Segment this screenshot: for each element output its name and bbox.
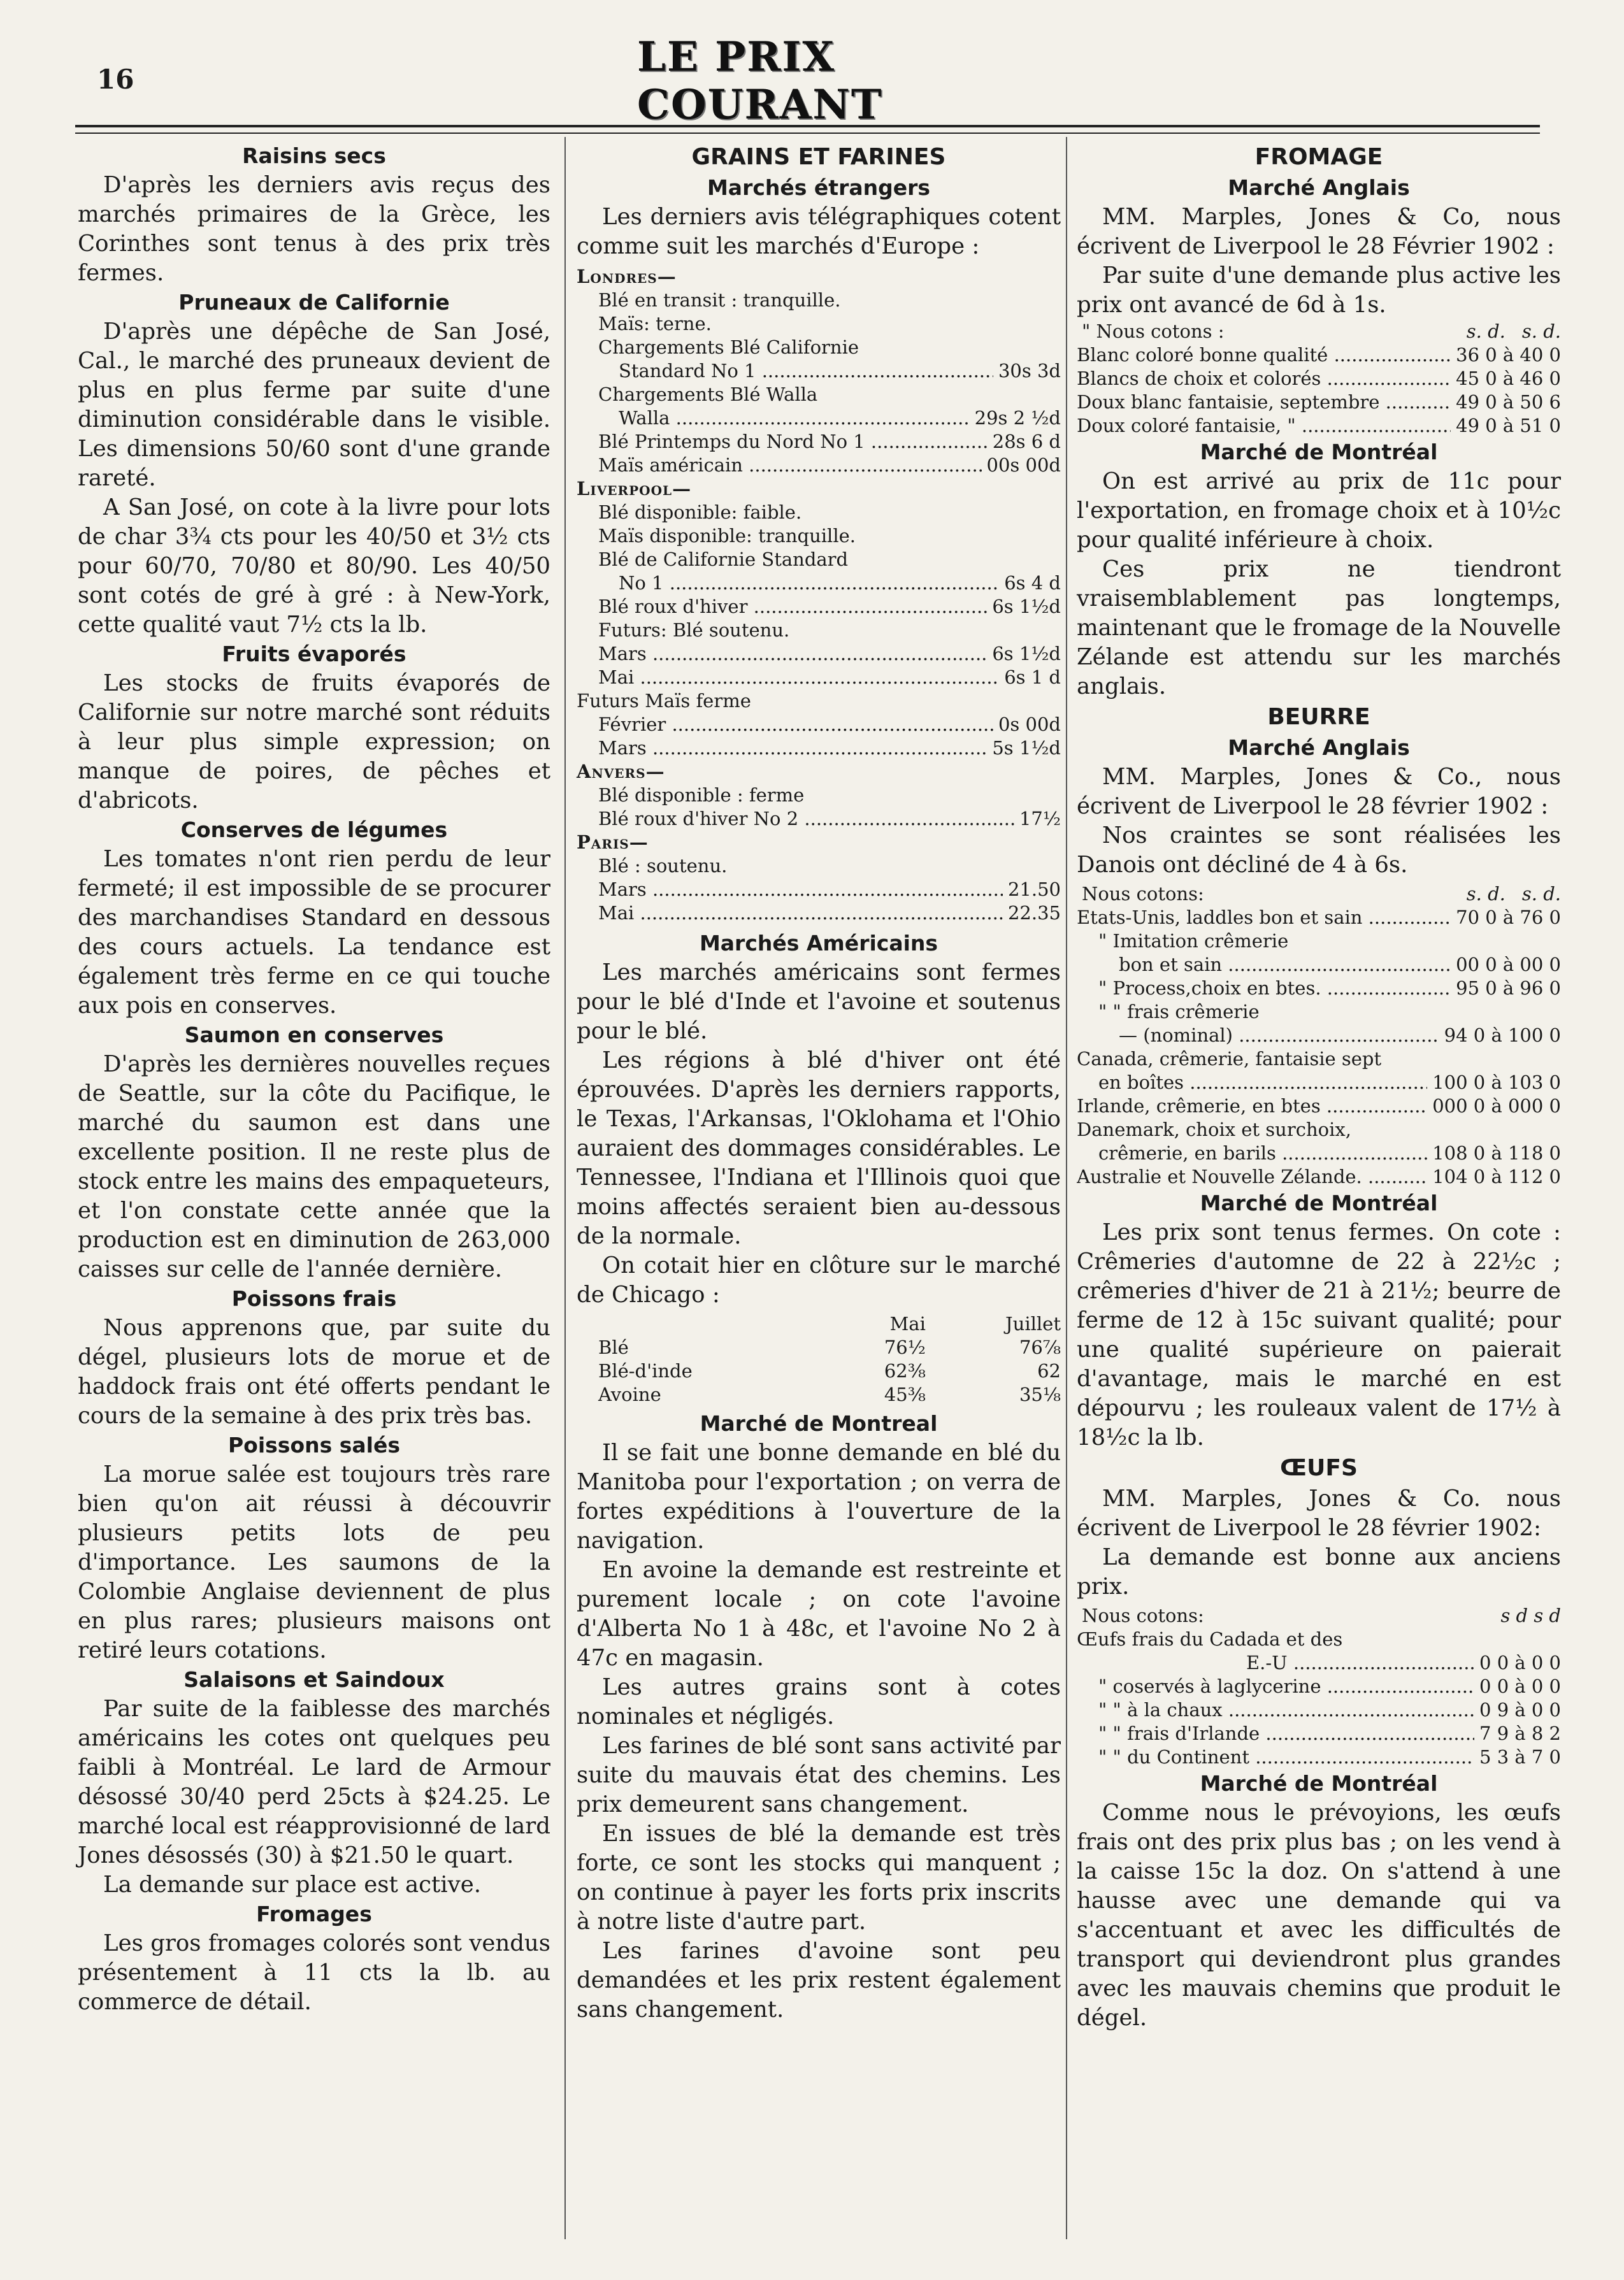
paragraph: Les gros fromages colorés sont vendus présentement à 11 cts la lb. au commerce de détail. <box>78 1930 550 2015</box>
table-row <box>577 1359 1061 1383</box>
paragraph: Comme nous le prévoyions, les œufs frais ont des prix plus bas ; on les vend à la caisse 15c la doz. On s'attend à une hausse avec une demande qui va s'accentuant et avec les difficultés de transport qui deviendront plus grandes avec les mauvais chemins que produit le dégel. <box>1077 1800 1561 2031</box>
row-value: 36 0 à 40 0 <box>1456 344 1561 366</box>
row-label: en boîtes ..... <box>1098 1071 1427 1094</box>
table-row <box>1077 1675 1561 1698</box>
quote-row <box>577 571 1061 595</box>
row-value: 49 0 à 51 0 <box>1456 415 1561 436</box>
row-label: crêmerie, en barils ..... <box>1098 1142 1427 1165</box>
table-row: Danemark, choix et surchoix, <box>1077 1119 1351 1140</box>
paragraph: Les derniers avis télégraphiques cotent comme suit les marchés d'Europe : <box>577 204 1061 259</box>
masthead-text: LE PRIX COURANT <box>637 33 883 129</box>
paragraph: MM. Marples, Jones & Co, nous écrivent de Liverpool le 28 Février 1902 : <box>1077 204 1561 259</box>
paragraph: Les prix sont tenus fermes. On cote : Crêmeries d'automne de 22 à 22½c ; crêmeries d'hiver de 21 à 21½; beurre de ferme de 12 à 15c suivant qualité; pour une qualité supérieure on paierait d'avantage, mais le marché en est dépourvu ; les rouleaux valent de 17½ à 18½c la lb. <box>1077 1219 1561 1451</box>
heading-poissons-frais: Poissons frais <box>231 1286 397 1311</box>
row-label: Doux coloré fantaisie, " ..... <box>1077 414 1451 438</box>
oeufs-prices <box>1077 1604 1561 1769</box>
row-value: 0 0 à 0 0 <box>1479 1675 1561 1697</box>
quote-row <box>577 901 1061 925</box>
quote-row <box>577 736 1061 760</box>
quote-line: Blé disponible: faible. <box>598 501 802 523</box>
quote-value: 5s 1½d <box>992 737 1061 759</box>
header-cols <box>1450 320 1561 343</box>
row-value: 000 0 à 000 0 <box>1432 1095 1561 1117</box>
paragraph: Ces prix ne tiendront vraisemblablement pas longtemps, maintenant que le fromage de la Nouvelle Zélande est attendu sur les marchés anglais. <box>1077 556 1561 699</box>
paragraph: La demande est bonne aux anciens prix. <box>1077 1544 1561 1600</box>
heading-anglais: Marché Anglais <box>1228 735 1410 760</box>
quote-label: Walla ..... <box>619 406 970 430</box>
row-value: 104 0 à 112 0 <box>1432 1166 1561 1187</box>
market-anvers <box>577 760 1061 831</box>
chicago-table <box>577 1312 1061 1407</box>
paragraph: Par suite de la faiblesse des marchés américains les cotes ont quelques peu faibli à Montréal. Le lard de Armour désossé 30/40 perd 25cts à $24.25. Le marché local est réapprovisionné de lard Jones désossés (30) à $21.50 le quart. <box>78 1696 550 1868</box>
paragraph: MM. Marples, Jones & Co. nous écrivent de Liverpool le 28 février 1902: <box>1077 1486 1561 1541</box>
row-value: 108 0 à 118 0 <box>1432 1142 1561 1164</box>
paragraph: En avoine la demande est restreinte et purement locale ; on cote l'avoine d'Alberta No 1 à 48c, et l'avoine No 2 à 47c en magasin. <box>577 1557 1061 1671</box>
cell-mai: 62⅜ <box>884 1360 926 1382</box>
column-divider <box>1066 137 1067 2239</box>
column-header: Juillet <box>1005 1313 1061 1335</box>
paragraph: Les tomates n'ont rien perdu de leur fermeté; il est impossible de se procurer des marchandises Standard en dessous des cours actuels. La tendance est également très ferme en ce qui touche aux pois en conserves. <box>78 846 550 1019</box>
table-row: Canada, crêmerie, fantaisie sept <box>1077 1048 1382 1070</box>
table-row <box>1077 1165 1561 1189</box>
row-label: Avoine <box>598 1384 661 1405</box>
heading-grains: GRAINS ET FARINES <box>691 144 946 170</box>
paragraph: Nous apprenons que, par suite du dégel, plusieurs lots de morue et de haddock frais ont été offerts pendant le cours de la semaine à des prix très bas. <box>78 1315 550 1429</box>
row-value: 49 0 à 50 6 <box>1456 391 1561 413</box>
cell-juillet: 76⅞ <box>1019 1337 1061 1358</box>
market-paris <box>577 831 1061 925</box>
column-2 <box>577 141 1061 2025</box>
header-label: " Nous cotons : <box>1082 320 1225 342</box>
paragraph: D'après les derniers avis reçus des marchés primaires de la Grèce, les Corinthes sont tenus à des prix très fermes. <box>78 172 550 286</box>
quote-label: Blé roux d'hiver No 2 ..... <box>598 807 1014 831</box>
row-label: Doux blanc fantaisie, septembre ..... <box>1077 391 1451 414</box>
paragraph: D'après les dernières nouvelles reçues de Seattle, sur la côte du Pacifique, le marché du saumon est dans une excellente position. Il ne reste plus de stock entre les mains des empaqueteurs, et l'on constate cette année que la production est en diminution de 263,000 caisses sur celle de l'année dernière. <box>78 1051 550 1282</box>
heading-beurre: BEURRE <box>1267 704 1370 730</box>
quote-label: Standard No 1 ..... <box>619 359 993 383</box>
row-value: 0 0 à 0 0 <box>1479 1652 1561 1674</box>
quote-value: 22.35 <box>1007 902 1061 924</box>
quote-value: 28s 6 d <box>992 431 1061 452</box>
table-row: " " frais crêmerie <box>1098 1001 1260 1022</box>
cell-juillet: 62 <box>1037 1360 1061 1382</box>
heading-fromage: FROMAGE <box>1254 144 1383 170</box>
heading-conserves: Conserves de légumes <box>180 817 448 842</box>
market-label: Liverpool— <box>577 478 692 499</box>
heading-fruits: Fruits évaporés <box>222 642 406 666</box>
table-row <box>1077 1722 1561 1746</box>
row-label: Blancs de choix et colorés ..... <box>1077 367 1451 391</box>
quote-line: Chargements Blé Californie <box>598 336 859 358</box>
paragraph: Les régions à blé d'hiver ont été éprouvées. D'après les derniers rapports, le Texas, l'Arkansas, l'Oklohama et l'Ohio auraient des dommages considérables. Le Tennessee, l'Indiana et l'Illinois quoi que moins affectés seraient bien au-dessous de la normale. <box>577 1047 1061 1249</box>
header-label: Nous cotons: <box>1082 1605 1204 1626</box>
row-value: 5 3 à 7 0 <box>1479 1746 1561 1768</box>
heading-montreal: Marché de Montreal <box>700 1411 938 1436</box>
header-col: s. d. <box>1521 883 1561 905</box>
top-rule <box>75 125 1540 134</box>
table-row <box>1077 414 1561 438</box>
table-row <box>1077 1071 1561 1094</box>
paragraph: A San José, on cote à la livre pour lots de char 3¾ cts pour les 40/50 et 3½ cts pour 60/70, 70/80 et 80/90. Les 40/50 sont cotés de gré à gré : à New-York, cette qualité vaut 7½ cts la lb. <box>78 494 550 638</box>
quote-row <box>577 595 1061 619</box>
quote-row <box>577 454 1061 477</box>
heading-montreal: Marché de Montréal <box>1200 1191 1438 1215</box>
row-value: 100 0 à 103 0 <box>1432 1072 1561 1093</box>
quote-label: Maïs américain ..... <box>598 454 982 477</box>
paragraph: D'après une dépêche de San José, Cal., le marché des pruneaux devient de plus en plus ferme par suite d'une diminution considérable dans le visible. Les dimensions 50/60 sont d'une grande rareté. <box>78 319 550 491</box>
quote-label: Mai ..... <box>598 666 999 689</box>
cell-mai: 76½ <box>884 1337 926 1358</box>
table-header <box>1077 1604 1561 1628</box>
row-label: Etats-Unis, laddles bon et sain ..... <box>1077 906 1451 929</box>
quote-line: Futurs: Blé soutenu. <box>598 619 790 641</box>
header-col: s. d. <box>1521 320 1561 342</box>
quote-value: 17½ <box>1019 808 1061 829</box>
quote-line: Blé de Californie Standard <box>598 548 849 570</box>
market-label: Londres— <box>577 266 677 287</box>
row-label: Blanc coloré bonne qualité ..... <box>1077 343 1451 367</box>
quote-line: Blé en transit : tranquille. <box>598 289 841 311</box>
page-number: 16 <box>97 64 134 95</box>
quote-label: Mai ..... <box>598 901 1003 925</box>
masthead-logo <box>637 33 975 129</box>
paragraph: Il se fait une bonne demande en blé du Manitoba pour l'exportation ; on verra de fortes expéditions à l'ouverture de la navigation. <box>577 1440 1061 1554</box>
quote-value: 30s 3d <box>998 360 1061 382</box>
row-label: E.-U ..... <box>1119 1651 1474 1675</box>
row-label: bon et sain ..... <box>1119 953 1451 977</box>
column-header: Mai <box>889 1313 926 1335</box>
heading-montreal: Marché de Montréal <box>1200 440 1438 464</box>
heading-americains: Marchés Américains <box>699 931 938 956</box>
table-row <box>1077 953 1561 977</box>
paragraph: Les farines d'avoine sont peu demandées et les prix restent également sans changement. <box>577 1938 1061 2023</box>
table-row <box>577 1383 1061 1407</box>
table-row <box>1077 1094 1561 1118</box>
quote-row <box>577 878 1061 901</box>
column-divider <box>564 137 566 2239</box>
quote-label: Blé Printemps du Nord No 1 ..... <box>598 430 988 454</box>
heading-oeufs: ŒUFS <box>1280 1455 1358 1481</box>
heading-pruneaux: Pruneaux de Californie <box>178 290 450 315</box>
table-row <box>1077 367 1561 391</box>
paragraph: Nos craintes se sont réalisées les Danois ont décliné de 4 à 6s. <box>1077 822 1561 878</box>
paragraph: En issues de blé la demande est très forte, ce sont les stocks qui manquent ; on continue à payer les forts prix inscrits à notre liste d'autre part. <box>577 1821 1061 1935</box>
row-label: — (nominal) ..... <box>1119 1024 1439 1047</box>
paragraph: Par suite d'une demande plus active les prix ont avancé de 6d à 1s. <box>1077 262 1561 318</box>
market-londres <box>577 265 1061 477</box>
table-row <box>1077 1698 1561 1722</box>
row-value: 70 0 à 76 0 <box>1456 907 1561 928</box>
row-label: Blé <box>598 1337 629 1358</box>
quote-line: Maïs disponible: tranquille. <box>598 525 856 547</box>
quote-value: 0s 00d <box>998 713 1061 735</box>
row-value: 95 0 à 96 0 <box>1456 977 1561 999</box>
paragraph: Les farines de blé sont sans activité par suite du mauvais état des chemins. Les prix demeurent sans changement. <box>577 1733 1061 1818</box>
quote-value: 6s 1½d <box>992 643 1061 664</box>
quote-row <box>577 642 1061 666</box>
row-value: 45 0 à 46 0 <box>1456 368 1561 389</box>
cell-mai: 45⅜ <box>884 1384 926 1405</box>
market-liverpool <box>577 477 1061 760</box>
quote-row <box>577 666 1061 689</box>
quote-value: 6s 1½d <box>992 596 1061 617</box>
row-label: " " frais d'Irlande ..... <box>1098 1722 1474 1746</box>
heading-montreal: Marché de Montréal <box>1200 1771 1438 1796</box>
row-value: 94 0 à 100 0 <box>1444 1024 1561 1046</box>
quote-line: Chargements Blé Walla <box>598 384 818 405</box>
row-label: Australie et Nouvelle Zélande. ..... <box>1077 1165 1427 1189</box>
table-row <box>1077 343 1561 367</box>
quote-value: 21.50 <box>1007 878 1061 900</box>
header-label: Nous cotons: <box>1082 883 1204 905</box>
row-label: Irlande, crêmerie, en btes ..... <box>1077 1094 1427 1118</box>
heading-raisins: Raisins secs <box>242 143 386 168</box>
quote-value: 29s 2 ½d <box>974 407 1061 429</box>
quote-line: Blé disponible : ferme <box>598 784 805 806</box>
quote-row <box>577 430 1061 454</box>
table-row <box>1077 1142 1561 1165</box>
row-value: 00 0 à 00 0 <box>1456 954 1561 975</box>
header-cols: s d s d <box>1500 1605 1561 1626</box>
quote-value: 6s 4 d <box>1004 572 1061 594</box>
table-row <box>1077 1024 1561 1047</box>
heading-fromages: Fromages <box>256 1902 372 1926</box>
row-label: " " du Continent ..... <box>1098 1746 1474 1769</box>
paragraph: On cotait hier en clôture sur le marché de Chicago : <box>577 1252 1061 1308</box>
table-row <box>1077 1746 1561 1769</box>
table-row <box>577 1336 1061 1359</box>
row-label: " coservés à laglycerine ..... <box>1098 1675 1474 1698</box>
paragraph: MM. Marples, Jones & Co., nous écrivent de Liverpool le 28 février 1902 : <box>1077 764 1561 819</box>
row-label: " " à la chaux ..... <box>1098 1698 1474 1722</box>
fromage-prices <box>1077 320 1561 438</box>
table-row <box>1077 1651 1561 1675</box>
header-col: s. d. <box>1466 883 1505 905</box>
header-col: s. d. <box>1466 320 1505 342</box>
quote-row <box>577 359 1061 383</box>
quote-value: 00s 00d <box>986 454 1061 476</box>
table-header <box>1077 882 1561 906</box>
quote-label: Février ..... <box>598 713 993 736</box>
column-3 <box>1077 141 1561 2033</box>
quote-row <box>577 406 1061 430</box>
quote-label: Blé roux d'hiver ..... <box>598 595 987 619</box>
table-header <box>577 1312 1061 1336</box>
quote-label: No 1 ..... <box>619 571 999 595</box>
heading-salaisons: Salaisons et Saindoux <box>183 1667 445 1692</box>
paragraph: Les autres grains sont à cotes nominales et négligés. <box>577 1674 1061 1730</box>
row-value: 0 9 à 0 0 <box>1479 1699 1561 1721</box>
header-cols <box>1450 882 1561 906</box>
paragraph: Les marchés américains sont fermes pour le blé d'Inde et l'avoine et soutenus pour le blé. <box>577 959 1061 1044</box>
paragraph: On est arrivé au prix de 11c pour l'exportation, en fromage choix et à 10½c pour qualité inférieure à choix. <box>1077 468 1561 553</box>
row-label: Blé-d'inde <box>598 1360 693 1382</box>
quote-row <box>577 713 1061 736</box>
quote-label: Mars ..... <box>598 878 1003 901</box>
row-label: " Process,choix en btes. ..... <box>1098 977 1451 1000</box>
heading-saumon: Saumon en conserves <box>184 1022 444 1047</box>
paragraph: Les stocks de fruits évaporés de Californie sur notre marché sont réduits à leur plus simple expression; on manque de poires, de pêches et d'abricots. <box>78 670 550 814</box>
heading-etrangers: Marchés étrangers <box>707 175 931 200</box>
quote-value: 6s 1 d <box>1004 666 1061 688</box>
quote-line: Futurs Maïs ferme <box>577 690 751 712</box>
column-1 <box>78 141 550 2017</box>
market-label: Paris— <box>577 831 649 853</box>
beurre-prices <box>1077 882 1561 1189</box>
quote-line: Blé : soutenu. <box>598 855 728 877</box>
quote-label: Mars ..... <box>598 642 987 666</box>
paragraph: La morue salée est toujours très rare bien qu'on ait réussi à découvrir plusieurs petits lots de peu d'importance. Les saumons de la Colombie Anglaise deviennent de plus en plus rares; plusieurs maisons ont retiré leurs cotations. <box>78 1461 550 1663</box>
quote-row <box>577 807 1061 831</box>
heading-anglais: Marché Anglais <box>1228 175 1410 200</box>
quote-line: Maïs: terne. <box>598 313 712 334</box>
market-label: Anvers— <box>577 761 665 782</box>
table-row: " Imitation crêmerie <box>1098 930 1289 952</box>
row-value: 7 9 à 8 2 <box>1479 1723 1561 1744</box>
table-header <box>1077 320 1561 343</box>
quote-label: Mars ..... <box>598 736 987 760</box>
table-row: Œufs frais du Cadada et des <box>1077 1628 1343 1650</box>
cell-juillet: 35⅛ <box>1019 1384 1061 1405</box>
table-row <box>1077 977 1561 1000</box>
table-row <box>1077 391 1561 414</box>
heading-poissons-sales: Poissons salés <box>228 1433 400 1458</box>
table-row <box>1077 906 1561 929</box>
paragraph: La demande sur place est active. <box>103 1872 482 1898</box>
